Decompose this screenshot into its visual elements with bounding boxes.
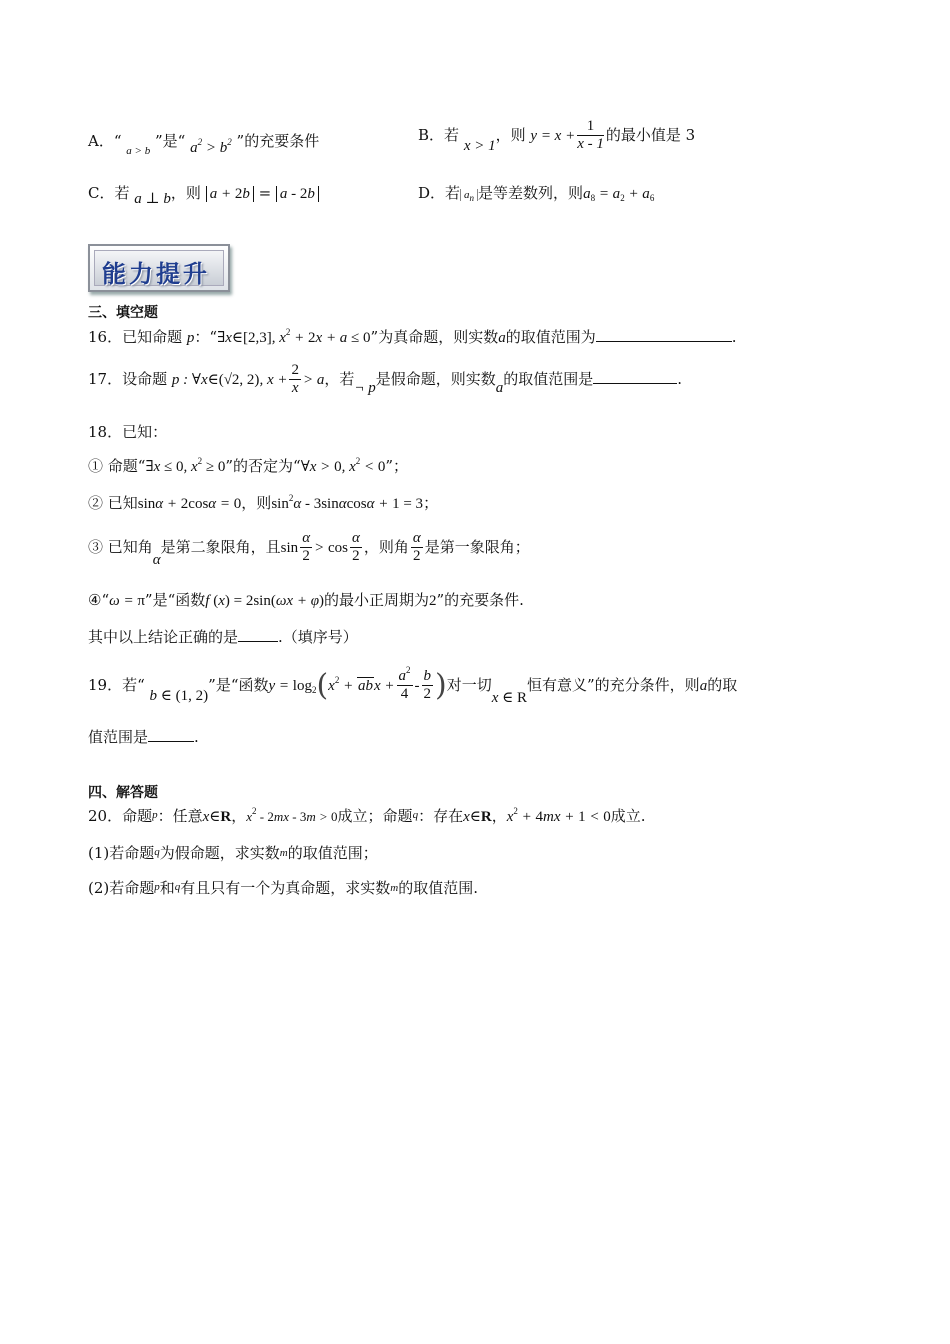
question-20: 20．命题$^p$：任意x∈R，$x^2 - 2mx - 3m > 0$成立；命题$^q$：存在x∈R，$x^2 + 4mx + 1 < 0$成立.	[88, 806, 646, 825]
question-20-part-1: (1)若命题$^q$为假命题，求实数m的取值范围；	[88, 844, 378, 862]
question-18-intro: 18．已知：	[88, 423, 168, 441]
q18-statement-2: ② 已知sinα + 2cosα = 0，则$\sin^2\alpha - 3\sin\alpha\cos\alpha + 1 = 3$；	[88, 493, 439, 512]
q18-statement-4: ④“ω = π”是“函数f (x) = 2sin(ωx + φ)的最小正周期为2”的充要条件.	[88, 591, 524, 609]
ability-banner	[88, 244, 230, 292]
question-20-part-2: (2)若命题$^p$和$^q$有且只有一个为真命题，求实数m的取值范围.	[88, 879, 479, 897]
math-abs-a-plus-2b: a + 2b	[206, 186, 254, 202]
math-a: a	[498, 330, 506, 346]
math-seq-an: $a_n$	[460, 189, 478, 201]
math-frac-1-x-1: $\frac{1}{x - 1}$	[577, 118, 604, 153]
answer-blank-18[interactable]	[238, 627, 278, 642]
choice-d: D．若 $a_n$ 是等差数列，则$a_8 = a_2 + a_6$	[418, 184, 655, 203]
question-16: 16．已知命题 p：“∃x∈[2,3], $x^2 + 2x + a \le 0$”为真命题，则实数a的取值范围为 .	[88, 327, 737, 346]
choice-b: B．若 x > 1，则 y = x + $\frac{1}{x - 1}$ 的最小值是 3	[418, 118, 696, 154]
answer-blank-17[interactable]	[593, 369, 677, 384]
math-frac-2-x: $\frac{2}{x}$	[291, 362, 299, 397]
math-a-gt-b: a > b	[126, 145, 151, 157]
q18-statement-3: ③ 已知角α是第二象限角，且sin $\frac{\alpha}{2}$ > cos $\frac{\alpha}{2}$ ，则角 $\frac{\alpha}{2}$ 是第一象限角；	[88, 530, 530, 568]
math-x-gt-1: x > 1	[463, 137, 496, 154]
math-q17-statement: p : ∀x∈(√2, 2), x +	[171, 371, 288, 388]
math-not-p: ¬ p	[354, 379, 376, 396]
choice-c: C．若 a ⊥ b，则 a + 2b = a - 2b	[88, 182, 319, 208]
banner-title: 能力提升	[102, 260, 210, 288]
choice-a: A．“ $_{a > b}$ ”是“ $a^2 > b^2$ ”的充要条件	[88, 132, 320, 157]
math-abs-a-minus-2b: a - 2b	[276, 186, 319, 202]
section-4-heading: 四、解答题	[88, 785, 158, 801]
math-p: p	[186, 330, 195, 346]
question-19-line2: 值范围是 .	[88, 728, 199, 746]
math-q16-statement: ∃x∈[2,3], $x^2 + 2x + a \le 0$	[217, 327, 371, 346]
q18-statement-1: ① 命题“∃x ≤ 0, $x^2 \ge 0$”的否定为“∀x > 0, $x^2 < 0$”；	[88, 456, 409, 475]
question-17: 17．设命题 p : ∀x∈(√2, 2), x + $\frac{2}{x}$ > a，若¬ p是假命题，则实数a的取值范围是 .	[88, 362, 683, 397]
math-a-perp-b: a ⊥ b	[134, 191, 171, 207]
math-a8-eq: $a_8 = a_2 + a_6$	[583, 186, 655, 203]
section-3-heading: 三、填空题	[88, 305, 158, 321]
answer-blank-16[interactable]	[596, 327, 732, 342]
q18-ask: 其中以上结论正确的是 .（填序号）	[88, 628, 358, 646]
question-19: 19．若“ b ∈ (1, 2)”是“函数$y = \log_2(x^2$ + abx + $\frac{a^2}{4}$ - $\frac{b}{2}$ )对一切x ∈ R恒有意义”的充分条件，则a的取	[88, 665, 738, 706]
math-y-eq: y = x +	[530, 127, 576, 144]
math-a2-gt-b2: $a^2 > b^2$	[190, 137, 232, 156]
answer-blank-19[interactable]	[148, 727, 194, 742]
